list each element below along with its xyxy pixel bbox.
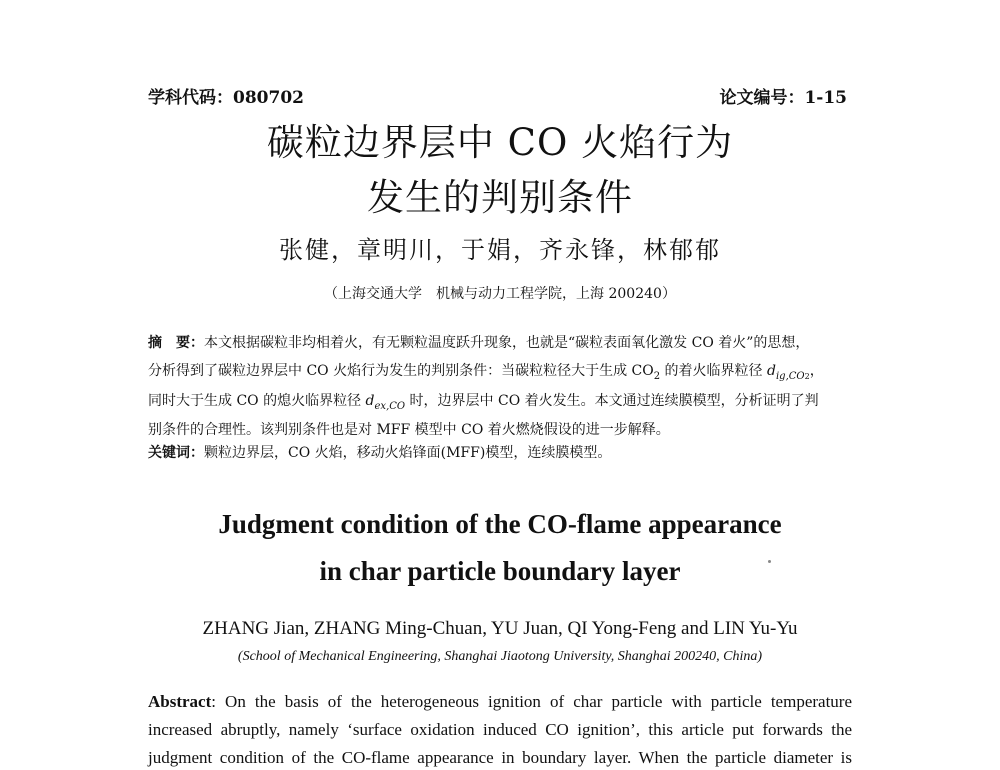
english-abstract-line-3: judgment condition of the CO-flame appearance in boundary layer. When the particle diameter is <box>148 748 852 767</box>
abstract-text-segment: ， <box>809 363 824 379</box>
subscript: 2 <box>653 370 661 382</box>
chinese-title-line-2: 发生的判别条件 <box>367 176 633 219</box>
chinese-abstract-line-2 <box>148 361 858 387</box>
chinese-authors: 张健，章明川，于娟，齐永锋，林郁郁 <box>279 236 721 264</box>
english-abstract-label: Abstract <box>148 692 212 711</box>
english-abstract-text: : On the basis of the heterogeneous ignition of char particle with particle temperature <box>211 692 852 711</box>
math-symbol: d <box>365 393 375 409</box>
english-title-line-2: in char particle boundary layer <box>319 556 681 586</box>
chinese-affiliation: （上海交通大学 机械与动力工程学院，上海 200240） <box>324 286 676 302</box>
scan-speck <box>768 560 771 563</box>
subject-code: 学科代码：080702 <box>148 88 304 108</box>
abstract-text-segment: 分析得到了碳粒边界层中 CO 火焰行为发生的判别条件：当碳粒粒径大于生成 CO <box>148 363 654 379</box>
abstract-text-segment: 时，边界层中 CO 着火发生。本文通过连续膜模型，分析证明了判 <box>405 393 819 409</box>
chinese-title-line-1: 碳粒边界层中 CO 火焰行为 <box>266 121 734 164</box>
english-abstract-line-2: increased abruptly, namely ‘surface oxidation induced CO ignition’, this article put forwards the <box>148 720 852 739</box>
keywords-label: 关键词： <box>148 445 204 461</box>
chinese-abstract-text: 本文根据碳粒非均相着火，有无颗粒温度跃升现象，也就是“碳粒表面氧化激发 CO 着火”的思想， <box>204 335 810 351</box>
subscript: 2 <box>804 371 810 381</box>
subscript: ig,CO <box>775 370 805 382</box>
chinese-abstract-label: 摘 要： <box>148 335 204 351</box>
math-symbol: d <box>767 363 776 379</box>
chinese-abstract-line-3 <box>148 391 858 417</box>
abstract-text-segment: 的着火临界粒径 <box>660 363 768 379</box>
chinese-keywords <box>148 443 858 463</box>
chinese-abstract-line-1 <box>148 333 858 353</box>
subscript: ex,CO <box>374 400 406 412</box>
paper-number: 论文编号：1-15 <box>719 88 847 108</box>
english-authors: ZHANG Jian, ZHANG Ming-Chuan, YU Juan, QI Yong-Feng and LIN Yu-Yu <box>202 618 798 639</box>
chinese-abstract-line-4: 别条件的合理性。该判别条件也是对 MFF 模型中 CO 着火燃烧假设的进一步解释。 <box>148 422 670 438</box>
abstract-text-segment: 同时大于生成 CO 的熄火临界粒径 <box>148 393 366 409</box>
english-affiliation: (School of Mechanical Engineering, Shanghai Jiaotong University, Shanghai 200240, China) <box>237 649 763 664</box>
english-title-line-1: Judgment condition of the CO-flame appearance <box>218 509 782 539</box>
english-abstract-line-1 <box>148 690 852 714</box>
keywords-text: 颗粒边界层，CO 火焰，移动火焰锋面(MFF)模型，连续膜模型。 <box>204 445 612 461</box>
